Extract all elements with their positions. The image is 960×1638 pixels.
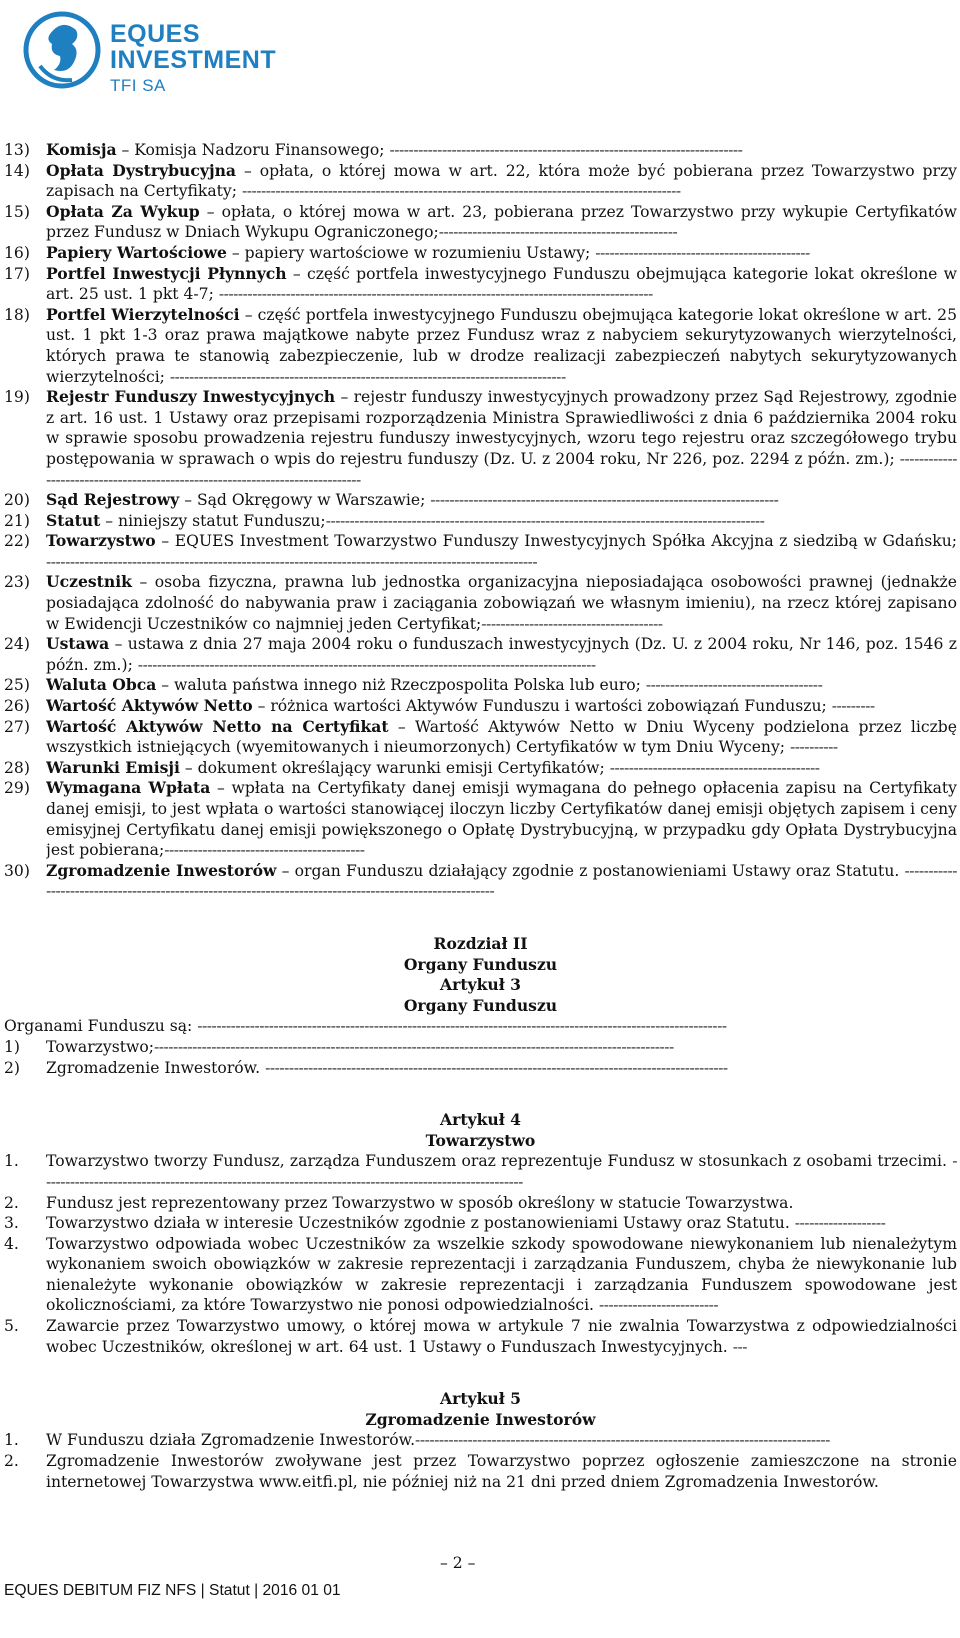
list-item [4,511,957,532]
filler-dashes: ------------------------------------------------------------------------------------------------------------- [153,1037,674,1056]
list-item [4,696,957,717]
item-body [46,1193,957,1214]
item-body [46,696,957,717]
filler-dashes: ------------------------------------------------------------------------------------------- [218,285,653,304]
logo-line-1: EQUES [110,20,201,48]
filler-dashes: ------------------------------------------------------------------------- [430,491,779,510]
list-item [4,758,957,779]
defined-term: Komisja [46,140,117,159]
item-number: 13) [4,141,30,159]
item-number: 3. [4,1214,19,1233]
item-text: – waluta państwa innego niż Rzeczpospolita Polska lub euro; [156,676,646,695]
defined-term: Portfel Wierzytelności [46,304,240,324]
item-text: – opłata, o której mowa w art. 22, która może być pobierana przez Towarzystwo przy zapisach na Certyfikaty; [46,161,957,201]
item-body [46,202,957,243]
item-text: – papiery wartościowe w rozumieniu Ustawy; [226,243,596,262]
list-item [4,717,957,758]
item-body [46,1151,957,1192]
list-item [4,634,957,675]
article-4-subtitle: Towarzystwo [425,1130,536,1150]
item-number: 23) [4,573,30,592]
item-body [46,758,957,779]
item-number: 2) [4,1058,21,1077]
defined-term: Wartość Aktywów Netto na Certyfikat [46,716,389,736]
company-logo [22,4,277,96]
article-3-subtitle: Organy Funduszu [403,995,558,1015]
item-number: 1. [4,1152,19,1171]
filler-dashes: ---------- [790,738,838,757]
list-item [4,531,957,572]
item-number: 18) [4,305,30,324]
item-text: – EQUES Investment Towarzystwo Funduszy Inwestycyjnych Spółka Akcyjna z siedzibą w Gdańsku; [155,532,957,551]
list-item [4,1058,957,1079]
list-item [4,387,957,490]
list-item [4,490,957,511]
defined-term: Opłata Dystrybucyjna [46,160,237,180]
item-text: – ustawa z dnia 27 maja 2004 roku o funduszach inwestycyjnych (Dz. U. z 2004 roku, Nr 146, poz. 1546 z późn. zm.); [46,635,957,674]
list-item [4,140,957,161]
item-number: 1. [4,1431,19,1450]
item-body [46,717,957,758]
filler-dashes: --------------------------------------------- [595,243,810,262]
filler-dashes: ----------------------------------------------------------------------------------- [169,367,566,386]
filler-dashes: ------------------------------------------------------------------------------ [46,449,957,489]
item-text: Towarzystwo tworzy Fundusz, zarządza Funduszem oraz reprezentuje Fundusz w stosunkach z osobami trzecimi. [46,1152,953,1171]
item-text: Fundusz jest reprezentowany przez Towarzystwo w sposób określony w statucie Towarzystwa. [46,1193,794,1212]
filler-dashes: ----------------------------------------------------------------------------------------------------- [46,1152,957,1191]
defined-term: Rejestr Funduszy Inwestycyjnych [46,387,336,407]
item-body [46,264,957,305]
list-item [4,202,957,243]
list-item [4,861,957,902]
filler-dashes: -------------------------------------- [481,614,663,633]
filler-dashes: -------------------------------------------------------------------------------------------- [241,182,681,201]
list-item [4,1430,957,1451]
list-item [4,161,957,202]
article-5-subtitle: Zgromadzenie Inwestorów [365,1409,596,1429]
item-text: – Komisja Nadzoru Finansowego; [116,141,390,159]
list-item [4,305,957,387]
page-number: – 2 – [440,1554,476,1572]
logo-emblem-icon [22,4,102,96]
filler-dashes: -------------------------------------------------------------------------------------------- [325,511,765,530]
defined-term: Statut [46,510,101,530]
item-number: 15) [4,202,30,221]
item-text: – Wartość Aktywów Netto w Dniu Wyceny podzielona przez liczbę wszystkich istniejących (wyemitowanych i nieumorzonych) Certyfikatów w tym Dniu Wyceny; [46,717,957,757]
filler-dashes: -------------------------------------------------------------------------- [389,141,743,159]
filler-dashes: ------------------------- [598,1296,719,1315]
item-number: 5. [4,1317,19,1336]
article-4-list [4,1151,957,1357]
chapter-subtitle: Organy Funduszu [403,954,558,974]
definitions-list [4,140,957,902]
item-body [46,305,957,387]
item-number: 24) [4,635,30,654]
item-body [46,861,957,902]
item-text: – niniejszy statut Funduszu; [100,511,326,530]
item-text: – dokument określający warunki emisji Certyfikatów; [179,758,610,777]
article-5-list [4,1430,957,1492]
item-number: 21) [4,511,30,530]
footer-document-info: EQUES DEBITUM FIZ NFS | Statut | 2016 01 01 [4,1582,341,1599]
article-3-list [4,1037,957,1078]
intro-dashes: --------------------------------------------------------------------------------------------------------------- [197,1017,727,1036]
filler-dashes: ------------------------------------- [645,676,823,695]
item-text: – część portfela inwestycyjnego Funduszu obejmująca kategorie lokat określone w art. 25 ust. 1 pkt 4-7; [46,264,957,304]
item-number: 19) [4,388,30,407]
item-body [46,243,957,264]
item-number: 29) [4,779,30,798]
filler-dashes: -------------------------------------------------- [438,223,678,242]
item-body [46,778,957,860]
defined-term: Waluta Obca [46,675,157,695]
list-item [4,675,957,696]
item-text: – część portfela inwestycyjnego Funduszu obejmująca kategorie lokat określone w art. 25 ust. 1 pkt 1-3 oraz prawa majątkowe nabyte przez Fundusz wraz z nabyciem sekurytyzowanych wierzytelności, których prawa te stanowią zabezpieczenie, lub w drodze realizacji zabezpieczeń nabytych sekurytyzowanych wierzytelności; [46,305,957,386]
filler-dashes: ------------------------------------------------------------------------------------------------------- [46,552,538,571]
item-number: 22) [4,532,30,551]
item-text: Towarzystwo; [46,1037,154,1056]
item-text: – osoba fizyczna, prawna lub jednostka organizacyjna nieposiadająca osobowości prawnej (jednakże posiadająca zdolność do nabywania praw i zaciągania zobowiązań we własnym imieniu), na rzecz której zapisano w Ewidencji Uczestników co najmniej jeden Certyfikat; [46,573,957,633]
item-body [46,490,957,511]
article-4-title: Artykuł 4 [440,1110,521,1130]
item-number: 4. [4,1234,19,1253]
item-body [46,1234,957,1316]
item-number: 27) [4,717,30,736]
defined-term: Papiery Wartościowe [46,242,227,262]
item-body [46,387,957,490]
article-3-title: Artykuł 3 [440,975,521,995]
list-item [4,243,957,264]
item-number: 2. [4,1193,19,1212]
list-item [4,778,957,860]
item-number: 2. [4,1452,19,1471]
item-body [46,1316,957,1357]
item-body [46,572,957,634]
defined-term: Warunki Emisji [46,757,180,777]
list-item [4,1213,957,1234]
item-body [46,634,957,675]
filler-dashes: --------------------------------------------------------------------------------------- [415,1431,830,1450]
filler-dashes: ------------------------------------------ [164,841,365,860]
filler-dashes: ------------------------------------------------------------------------------------------------ [137,655,596,674]
item-text: Towarzystwo działa w interesie Uczestników zgodnie z postanowieniami Ustawy oraz Statutu. [46,1214,795,1233]
filler-dashes: --------------------------------------------------------------------------------------------------------- [46,861,957,901]
defined-term: Portfel Inwestycji Płynnych [46,263,287,283]
item-text: – opłata, o której mowa w art. 23, pobierana przez Towarzystwo przy wykupie Certyfikatów przez Fundusz w Dniach Wykupu Ograniczonego; [46,202,957,242]
defined-term: Towarzystwo [46,531,156,551]
item-body [46,675,957,696]
list-item [4,1234,957,1316]
item-text: Zawarcie przez Towarzystwo umowy, o której mowa w artykule 7 nie zwalnia Towarzystwa z odpowiedzialności wobec Uczestników, określonej w art. 64 ust. 1 Ustawy o Funduszach Inwestycyjnych. [46,1317,957,1356]
item-text: – różnica wartości Aktywów Funduszu i wartości zobowiązań Funduszu; [252,697,832,716]
list-item [4,1037,957,1058]
logo-line-3: TFI SA [110,76,166,95]
item-body [46,140,957,161]
defined-term: Opłata Za Wykup [46,201,200,221]
list-item [4,1151,957,1192]
item-text: – wpłata na Certyfikaty danej emisji wymagana do pełnego opłacenia zapisu na Certyfikaty danej emisji, to jest wpłata o wartości stanowiącej iloczyn liczby Certyfikatów danej emisji objętych zapisem i ceny emisyjnej Certyfikatu danej emisji powiększonego o Opłatę Dystrybucyjną, w przypadku gdy Opłata Dystrybucyjna jest pobierana; [46,779,957,860]
item-body [46,1430,957,1451]
item-text: Zgromadzenie Inwestorów zwoływane jest przez Towarzystwo poprzez ogłoszenie zamieszczone na stronie internetowej Towarzystwa www.eitfi.pl, nie później niż na 21 dni przed dniem Zgromadzenia Inwestorów. [46,1452,957,1491]
filler-dashes: --- [732,1337,748,1356]
item-text: W Funduszu działa Zgromadzenie Inwestorów. [46,1431,416,1450]
defined-term: Sąd Rejestrowy [46,490,180,510]
article-5-title: Artykuł 5 [440,1389,521,1409]
list-item [4,1193,957,1214]
item-text: – Sąd Okręgowy w Warszawie; [179,491,431,510]
item-number: 1) [4,1037,21,1056]
item-number: 25) [4,676,30,695]
item-body [46,531,957,572]
intro-text: Organami Funduszu są: [4,1017,198,1036]
defined-term: Wartość Aktywów Netto [46,696,253,716]
item-number: 17) [4,264,30,283]
item-number: 14) [4,161,30,180]
item-text: Zgromadzenie Inwestorów. [46,1058,266,1077]
item-text: – organ Funduszu działający zgodnie z postanowieniami Ustawy oraz Statutu. [276,861,905,880]
chapter-title: Rozdział II [433,933,528,953]
filler-dashes: ------------------- [794,1214,886,1233]
list-item [4,264,957,305]
defined-term: Wymagana Wpłata [46,778,211,798]
item-number: 20) [4,491,30,510]
item-text: – rejestr funduszy inwestycyjnych prowadzony przez Sąd Rejestrowy, zgodnie z art. 16 ust. 1 Ustawy oraz przepisami rozporządzenia Ministra Sprawiedliwości z dnia 6 października 2004 roku w sprawie sposobu prowadzenia rejestru funduszy inwestycyjnych, wzoru tego rejestru oraz szczegółowego trybu postępowania w sprawach o wpis do rejestru funduszy (Dz. U. z 2004 roku, Nr 226, poz. 2294 z późn. zm.); [46,388,957,468]
item-body [46,1213,957,1234]
item-body [46,511,957,532]
document-body [4,140,957,1492]
list-item [4,1316,957,1357]
defined-term: Uczestnik [46,572,132,592]
filler-dashes: -------------------------------------------- [609,758,820,777]
item-body [46,161,957,202]
list-item [4,572,957,634]
filler-dashes: --------- [831,697,875,716]
item-body [46,1037,957,1058]
item-number: 30) [4,861,30,880]
filler-dashes: ------------------------------------------------------------------------------------------------- [265,1058,728,1077]
item-number: 26) [4,697,30,716]
defined-term: Ustawa [46,634,110,654]
item-number: 16) [4,243,30,262]
logo-line-2: INVESTMENT [110,46,277,74]
defined-term: Zgromadzenie Inwestorów [46,860,277,880]
article-3-intro [4,1016,957,1037]
item-number: 28) [4,758,30,777]
item-body [46,1451,957,1492]
item-text: Towarzystwo odpowiada wobec Uczestników za wszelkie szkody spowodowane niewykonaniem lub nienależytym wykonaniem swoich obowiązków w zakresie reprezentacji i zarządzania Funduszem, chyba że niewykonanie lub nienależyte wykonanie obowiązków w zakresie reprezentacji i zarządzania Funduszem spowodowane jest okolicznościami, za które Towarzystwo nie ponosi odpowiedzialności. [46,1234,957,1315]
item-body [46,1058,957,1079]
list-item [4,1451,957,1492]
